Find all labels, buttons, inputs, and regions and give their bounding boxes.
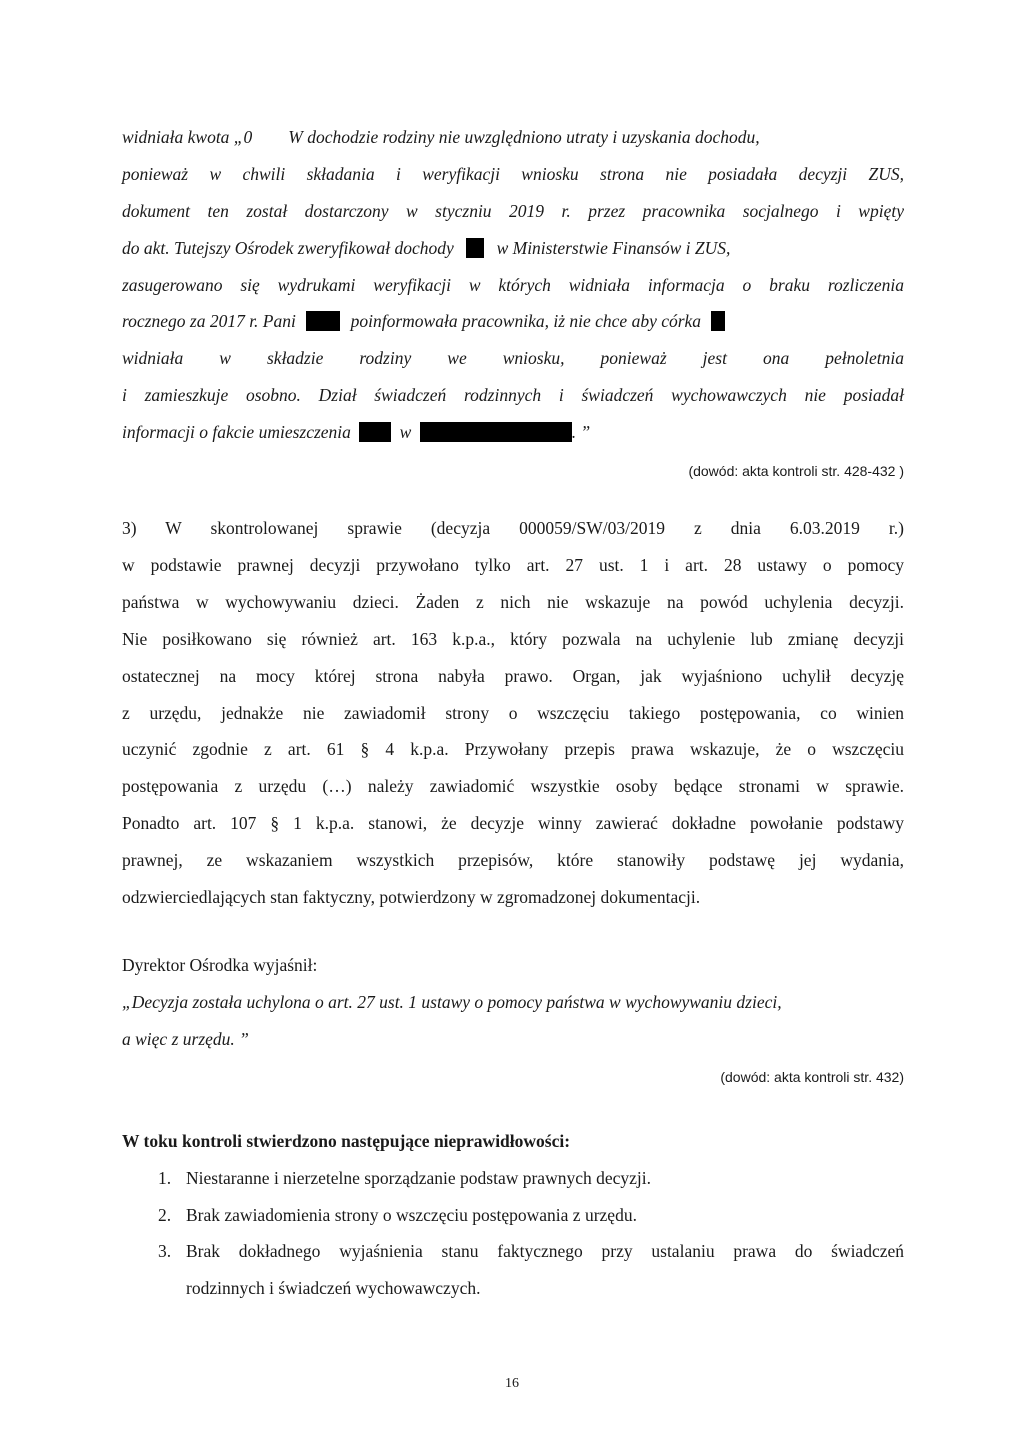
para2-line4: Nie posiłkowano się również art. 163 k.p.a., który pozwala na uchylenie lub zmianę decyzji	[122, 629, 904, 649]
para2-line7: uczynić zgodnie z art. 61 § 4 k.p.a. Przywołany przepis prawa wskazuje, że o wszczęciu	[122, 739, 904, 759]
redaction-block	[306, 311, 340, 331]
para2-line2: w podstawie prawnej decyzji przywołano tylko art. 27 ust. 1 i art. 28 ustawy o pomocy	[122, 555, 904, 575]
para2-line11: odzwierciedlających stan faktyczny, potwierdzony w zgromadzonej dokumentacji.	[122, 887, 701, 907]
para2-line8: postępowania z urzędu (…) należy zawiadomić wszystkie osoby będące stronami w sprawie.	[122, 776, 904, 796]
finding-item-continuation: rodzinnych i świadczeń wychowawczych.	[186, 1278, 481, 1298]
redaction-block	[711, 311, 725, 331]
document-page: widniała kwota „0 W dochodzie rodziny nie uwzględniono utraty i uzyskania dochodu, ponieważ w chwili składania i weryfikacji wniosku strona nie posiadała decyzji ZUS, dokument ten został dostarczony w styczniu 2019 r. przez pracownika socjalnego i wpięty do akt. Tutejszy Ośrodek zweryfikował dochody w Ministerstwie Finansów i ZUS, zasugerowano się wydrukami weryfikacji w których widniała informacja o braku rozliczenia rocznego za 2017 r. Pani poinformowała pracownika, iż nie chce aby córka widniała w składzie rodziny we wniosku, ponieważ jest ona pełnoletnia i zamieszkuje osobno. Dział świadczeń rodzinnych i świadczeń wychowawczych nie posiadał informacji o fakcie umieszczenia w . ” (dowód: akta kontroli str. 428-432 ) 3) W skontrolowanej sprawie (decyzja 000059/SW/03/2019 z dnia 6.03.2019 r.) w podstawie prawnej decyzji przywołano tylko art. 27 ust. 1 i art. 28 ustawy o pomocy państwa w wychowywaniu dzieci. Żaden z nich nie wskazuje na powód uchylenia decyzji. Nie posiłkowano się również art. 163 k.p.a., który pozwala na uchylenie lub zmianę decyzji ostatecznej na mocy której strona nabyła prawo. Organ, jak wyjaśniono uchylił decyzję z urzędu, jednakże nie zawiadomił strony o wszczęciu takiego postępowania, co winien uczynić zgodnie z art. 61 § 4 k.p.a. Przywołany przepis prawa wskazuje, że o wszczęciu postępowania z urzędu (…) należy zawiadomić wszystkie osoby będące stronami w sprawie. Ponadto art. 107 § 1 k.p.a. stanowi, że decyzje winny zawierać dokładne powołanie podstawy prawnej, ze wskazaniem wszystkich przepisów, które stanowiły podstawę jej wydania, odzwierciedlających stan faktyczny, potwierdzony w zgromadzonej dokumentacji. Dyrektor Ośrodka wyjaśnił: „Decyzja została uchylona o art. 27 ust. 1 ustawy o pomocy państwa w wychowywaniu dzieci, a więc z urzędu. ” (dowód: akta kontroli str. 432) W toku kontroli stwierdzono następujące nieprawidłowości: 1. Niestaranne i nierzetelne sporządzanie podstaw prawnych decyzji. 2. Brak zawiadomienia strony o wszczęciu postępowania z urzędu. 3. Brak dokładnego wyjaśnienia stanu faktycznego przy ustalaniu prawa do świadczeń rodzinnych i świadczeń wychowawczych. 16	[0, 0, 1024, 1449]
director-quote-line1: „Decyzja została uchylona o art. 27 ust. 1 ustawy o pomocy państwa w wychowywaniu dzieci,	[122, 992, 782, 1012]
para1-line8: i zamieszkuje osobno. Dział świadczeń rodzinnych i świadczeń wychowawczych nie posiadał	[122, 385, 904, 405]
para1-line1: widniała kwota „0 W dochodzie rodziny nie uwzględniono utraty i uzyskania dochodu,	[122, 127, 760, 147]
para2-line1: 3) W skontrolowanej sprawie (decyzja 000059/SW/03/2019 z dnia 6.03.2019 r.)	[122, 518, 904, 538]
director-intro: Dyrektor Ośrodka wyjaśnił:	[122, 955, 318, 975]
para1-line5: zasugerowano się wydrukami weryfikacji w których widniała informacja o braku rozliczenia	[122, 275, 904, 295]
para2-line9: Ponadto art. 107 § 1 k.p.a. stanowi, że decyzje winny zawierać dokładne powołanie podstawy	[122, 813, 904, 833]
para1-line6: rocznego za 2017 r. Pani poinformowała pracownika, iż nie chce aby córka	[122, 310, 904, 332]
findings-heading: W toku kontroli stwierdzono następujące nieprawidłowości:	[122, 1131, 571, 1151]
para1-line9: informacji o fakcie umieszczenia w . ”	[122, 422, 591, 442]
evidence-note-2: (dowód: akta kontroli str. 432)	[720, 1069, 904, 1085]
page-number: 16	[505, 1376, 519, 1391]
para2-line6: z urzędu, jednakże nie zawiadomił strony o wszczęciu takiego postępowania, co winien	[122, 703, 904, 723]
para2-line5: ostatecznej na mocy której strona nabyła prawo. Organ, jak wyjaśniono uchylił decyzję	[122, 666, 904, 686]
redaction-block	[420, 422, 572, 442]
director-quote-line2: a więc z urzędu. ”	[122, 1029, 249, 1049]
redaction-block	[466, 238, 484, 258]
para1-line2: ponieważ w chwili składania i weryfikacji wniosku strona nie posiadała decyzji ZUS,	[122, 164, 904, 184]
para1-line4: do akt. Tutejszy Ośrodek zweryfikował dochody w Ministerstwie Finansów i ZUS,	[122, 238, 731, 258]
para2-line10: prawnej, ze wskazaniem wszystkich przepisów, które stanowiły podstawę jej wydania,	[122, 850, 904, 870]
redaction-block	[359, 422, 391, 442]
para2-line3: państwa w wychowywaniu dzieci. Żaden z nich nie wskazuje na powód uchylenia decyzji.	[122, 592, 904, 612]
para1-line7: widniała w składzie rodziny we wniosku, ponieważ jest ona pełnoletnia	[122, 348, 904, 368]
evidence-note-1: (dowód: akta kontroli str. 428-432 )	[688, 463, 904, 479]
para1-line3: dokument ten został dostarczony w styczniu 2019 r. przez pracownika socjalnego i wpięty	[122, 201, 904, 221]
